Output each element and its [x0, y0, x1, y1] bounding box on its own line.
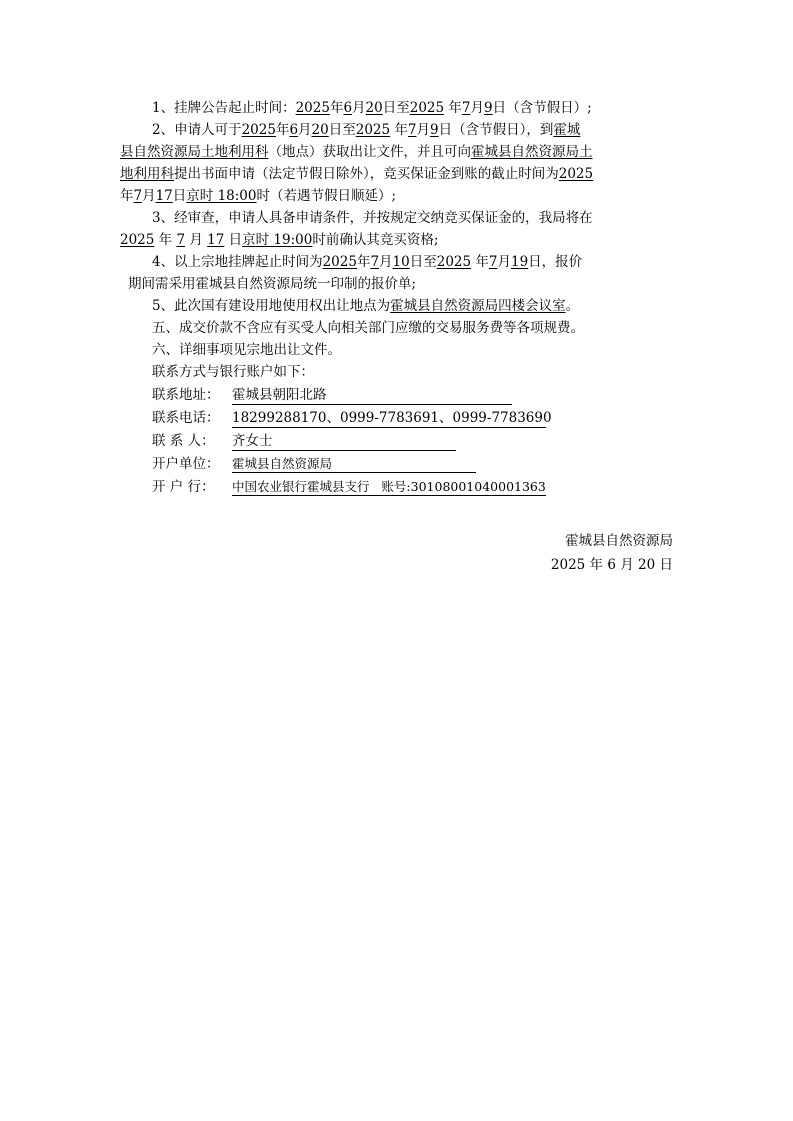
- contact-address: [152, 385, 512, 405]
- text: 日（含节假日）;: [492, 100, 592, 116]
- month: 7: [461, 100, 471, 116]
- month: 7: [407, 122, 417, 138]
- text: 年: [356, 254, 371, 270]
- day: 19: [510, 254, 529, 270]
- day: 20: [365, 100, 383, 116]
- contact-person: [152, 431, 456, 451]
- text: 4、以上宗地挂牌起止时间为: [152, 254, 323, 270]
- year: 2025: [558, 166, 594, 182]
- text: 月: [352, 100, 366, 116]
- item-five-line: [152, 318, 584, 338]
- text: 1、挂牌公告起止时间：: [152, 100, 296, 116]
- text: 期间需采用霍城县自然资源局统一印制的报价单;: [128, 276, 417, 292]
- text: 日: [224, 232, 243, 248]
- location: 地利用科: [120, 166, 174, 182]
- text: 月: [497, 254, 511, 270]
- location: 霍城: [553, 122, 581, 138]
- location: 霍城县自然资源局土: [471, 144, 593, 160]
- item-4-line-1: [152, 252, 582, 272]
- item-2-line-1: [152, 120, 580, 140]
- time: 京时 19:00: [242, 232, 313, 248]
- text: 2、申请人可于: [152, 122, 242, 138]
- year: 2025: [355, 122, 391, 138]
- contact-intro-line: [152, 362, 314, 382]
- text: 年: [120, 188, 134, 204]
- text: 月: [298, 122, 312, 138]
- location: 县自然资源局土地利用科: [120, 144, 269, 160]
- contact-account-holder: [152, 454, 476, 474]
- year: 2025: [436, 254, 472, 270]
- day: 20: [311, 122, 329, 138]
- text: 时前确认其竞买资格;: [312, 232, 439, 248]
- text: 日: [172, 188, 187, 204]
- text: 年: [329, 100, 344, 116]
- item-1-line: [152, 98, 592, 118]
- contact-value: 中国农业银行霍城县支行 账号:30108001040001363: [232, 479, 546, 494]
- contact-bank: [152, 477, 546, 497]
- day: 9: [429, 122, 439, 138]
- day: 17: [207, 232, 225, 248]
- text: 日（含节假日），到: [438, 122, 554, 138]
- item-2-line-2: [120, 142, 593, 162]
- text: 月: [416, 122, 430, 138]
- month: 7: [133, 188, 143, 204]
- day: 9: [483, 100, 493, 116]
- day: 10: [392, 254, 410, 270]
- year: 2025: [295, 100, 330, 116]
- text: 月: [379, 254, 393, 270]
- year: 2025: [120, 232, 155, 248]
- item-4-line-2: [128, 274, 416, 294]
- month: 7: [488, 254, 498, 270]
- contact-phone: [152, 408, 552, 428]
- month: 7: [176, 232, 186, 248]
- text: 年: [154, 232, 177, 248]
- text: （地点）获取出让文件，并且可向: [268, 144, 471, 160]
- text: 联系方式与银行账户如下：: [152, 364, 314, 380]
- text: 年: [275, 122, 290, 138]
- text: 5、此次国有建设用地使用权出让地点为: [152, 298, 391, 314]
- day: 17: [155, 188, 173, 204]
- text: 年: [444, 100, 462, 116]
- year: 2025: [241, 122, 276, 138]
- item-2-line-3: [120, 164, 593, 184]
- text: 。: [565, 298, 580, 314]
- text: 年: [390, 122, 408, 138]
- text: 月: [185, 232, 208, 248]
- text: 月: [142, 188, 156, 204]
- month: 6: [343, 100, 353, 116]
- item-3-line-2: [120, 230, 438, 250]
- text: 日至: [382, 100, 410, 116]
- item-six-line: [152, 340, 341, 360]
- contact-label: 联 系 人：: [152, 433, 215, 449]
- text: 五、成交价款不含应有买受人向相关部门应缴的交易服务费等各项规费。: [152, 320, 584, 336]
- item-3-line-1: [152, 208, 593, 228]
- text: 提出书面申请（法定节假日除外），竞买保证金到账的截止时间为: [174, 166, 559, 182]
- contact-value: 霍城县朝阳北路: [232, 387, 512, 405]
- month: 7: [370, 254, 380, 270]
- year: 2025: [409, 100, 445, 116]
- item-5-line: [152, 296, 579, 316]
- location: 霍城县自然资源局四楼会议室: [390, 298, 566, 314]
- text: 日至: [328, 122, 356, 138]
- text: 日至: [409, 254, 437, 270]
- contact-value: 18299288170、0999-7783691、0999-7783690: [232, 410, 552, 426]
- text: 月: [470, 100, 484, 116]
- contact-label: 联系电话：: [152, 410, 220, 426]
- contact-label: 开 户 行：: [152, 479, 215, 495]
- item-2-line-4: [120, 186, 396, 206]
- text: 时（若遇节假日顺延）;: [256, 188, 397, 204]
- text: 六、详细事项见宗地出让文件。: [152, 342, 341, 358]
- signature-date: 2025 年 6 月 20 日: [550, 557, 673, 573]
- text: 3、经审查，申请人具备申请条件，并按规定交纳竞买保证金的，我局将在: [152, 210, 593, 226]
- text: 年: [471, 254, 489, 270]
- year: 2025: [322, 254, 357, 270]
- contact-label: 开户单位：: [152, 456, 220, 472]
- text: 日，报价: [528, 254, 583, 270]
- signature-org: 霍城县自然资源局: [565, 533, 673, 549]
- contact-value: 霍城县自然资源局: [232, 455, 476, 473]
- contact-value: 齐女士: [232, 433, 456, 451]
- month: 6: [289, 122, 299, 138]
- contact-label: 联系地址：: [152, 387, 220, 403]
- time: 京时 18:00: [186, 188, 257, 204]
